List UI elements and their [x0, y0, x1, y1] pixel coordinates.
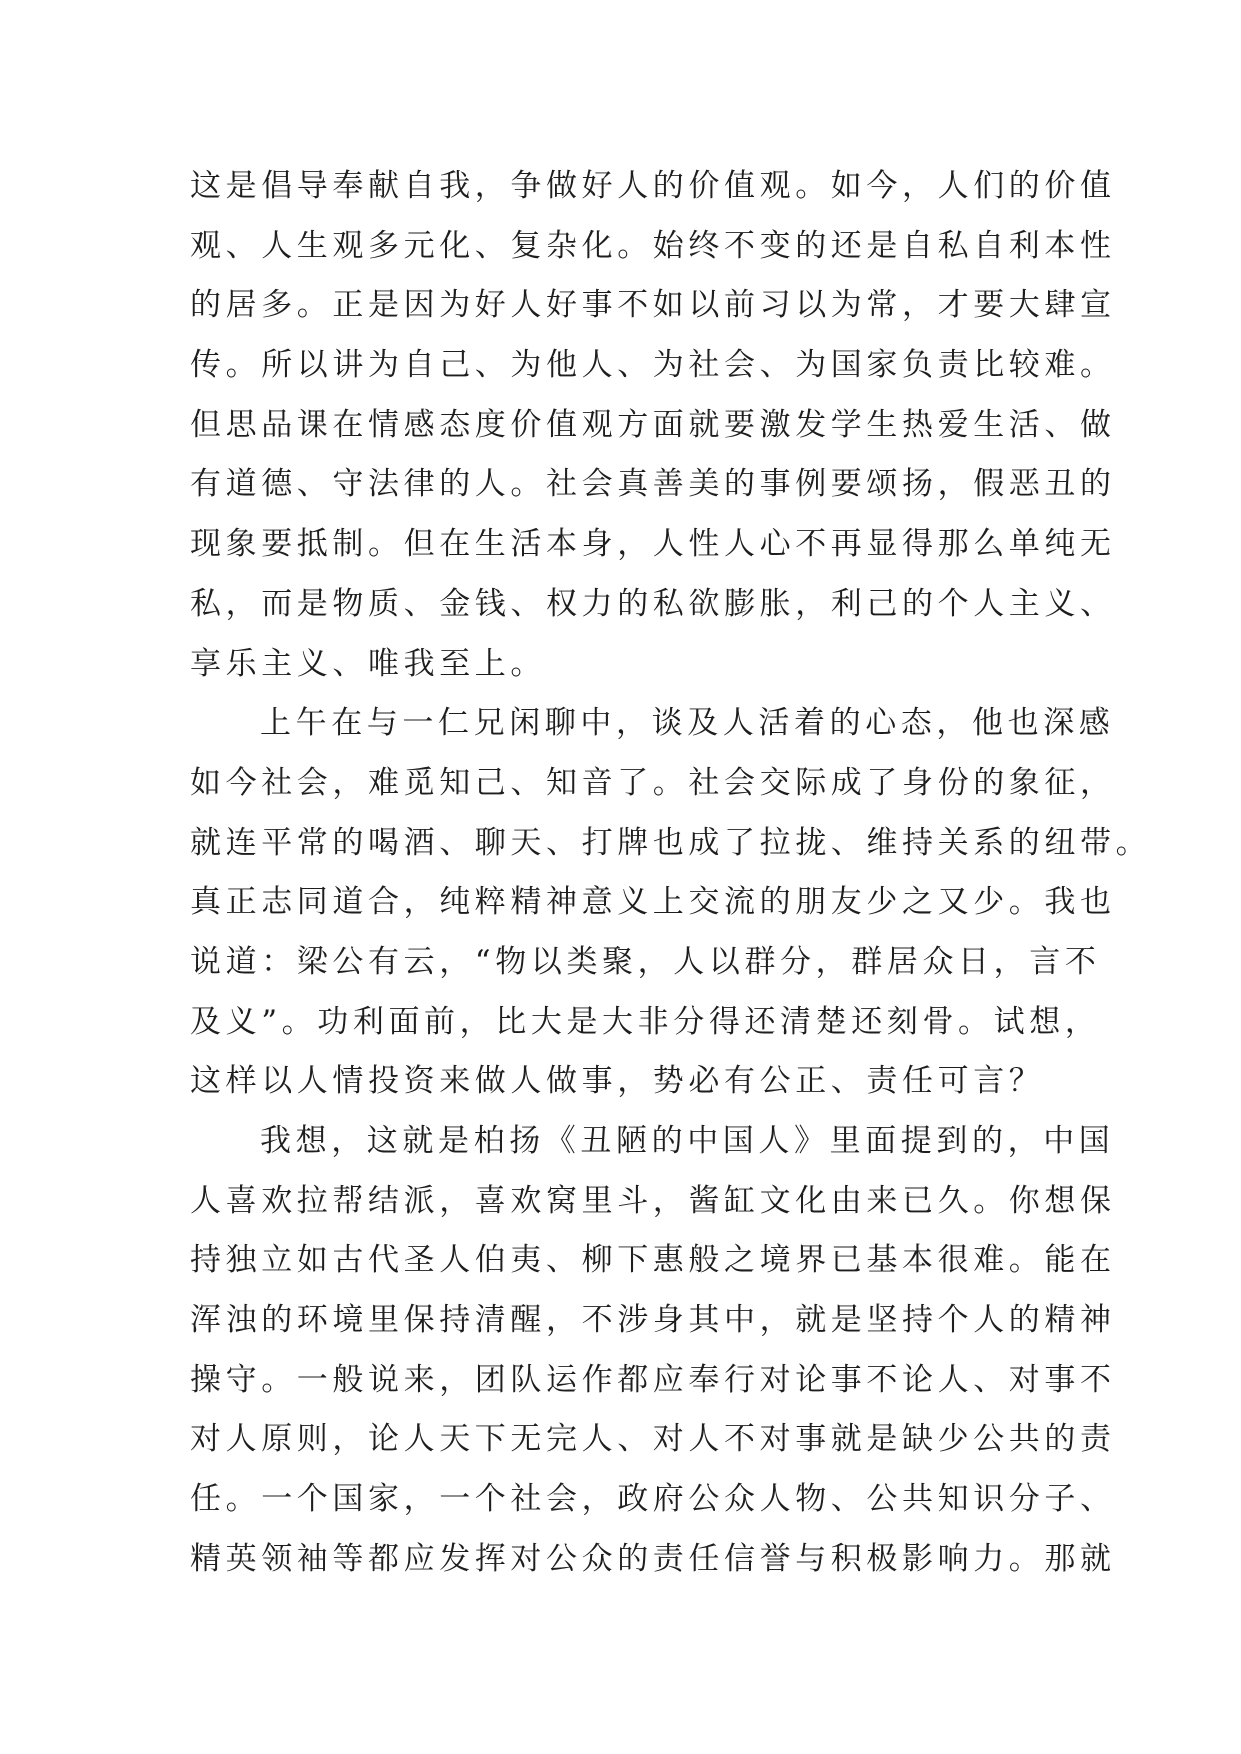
text-line: 这是倡导奉献自我，争做好人的价值观。如今，人们的价值 — [190, 168, 1116, 204]
text-line: 说道：梁公有云，“物以类聚，人以群分，群居众日，言不 — [190, 943, 1101, 980]
body-text — [190, 157, 1152, 1590]
text-line: 这样以人情投资来做人做事，势必有公正、责任可言？ — [190, 1063, 1045, 1100]
text-line: 传。所以讲为自己、为他人、为社会、为国家负责比较难。 — [190, 347, 1116, 384]
text-line: 精英领袖等都应发挥对公众的责任信誉与积极影响力。那就 — [190, 1540, 1116, 1577]
text-line: 观、人生观多元化、复杂化。始终不变的还是自私自利本性 — [190, 227, 1116, 264]
paragraph-start-line: 我想，这就是柏扬《丑陋的中国人》里面提到的，中国 — [260, 1123, 1115, 1159]
text-line: 及义”。功利面前，比大是大非分得还清楚还刻骨。试想， — [190, 1003, 1101, 1040]
text-line: 如今社会，难觅知己、知音了。社会交际成了身份的象征， — [190, 764, 1116, 801]
text-line: 有道德、守法律的人。社会真善美的事例要颂扬，假恶丑的 — [190, 466, 1116, 503]
text-line: 真正志同道合，纯粹精神意义上交流的朋友少之又少。我也 — [190, 884, 1116, 921]
text-line: 持独立如古代圣人伯夷、柳下惠般之境界已基本很难。能在 — [190, 1242, 1116, 1279]
text-line: 任。一个国家，一个社会，政府公众人物、公共知识分子、 — [190, 1481, 1116, 1518]
text-line: 浑浊的环境里保持清醒，不涉身其中，就是坚持个人的精神 — [190, 1302, 1116, 1339]
text-line: 现象要抵制。但在生活本身，人性人心不再显得那么单纯无 — [190, 526, 1116, 563]
paragraph-start-line: 上午在与一仁兄闲聊中，谈及人活着的心态，他也深感 — [260, 705, 1115, 742]
text-line: 享乐主义、唯我至上。 — [190, 645, 546, 682]
text-line: 就连平常的喝酒、聊天、打牌也成了拉拢、维持关系的纽带。 — [190, 824, 1152, 861]
text-line: 人喜欢拉帮结派，喜欢窝里斗，酱缸文化由来已久。你想保 — [190, 1182, 1116, 1219]
text-line: 但思品课在情感态度价值观方面就要激发学生热爱生活、做 — [190, 406, 1116, 443]
text-line: 对人原则，论人天下无完人、对人不对事就是缺少公共的责 — [190, 1421, 1116, 1458]
text-line: 的居多。正是因为好人好事不如以前习以为常，才要大肆宣 — [190, 287, 1116, 324]
text-line: 操守。一般说来，团队运作都应奉行对论事不论人、对事不 — [190, 1361, 1116, 1398]
text-line: 私，而是物质、金钱、权力的私欲膨胀，利己的个人主义、 — [190, 585, 1116, 622]
